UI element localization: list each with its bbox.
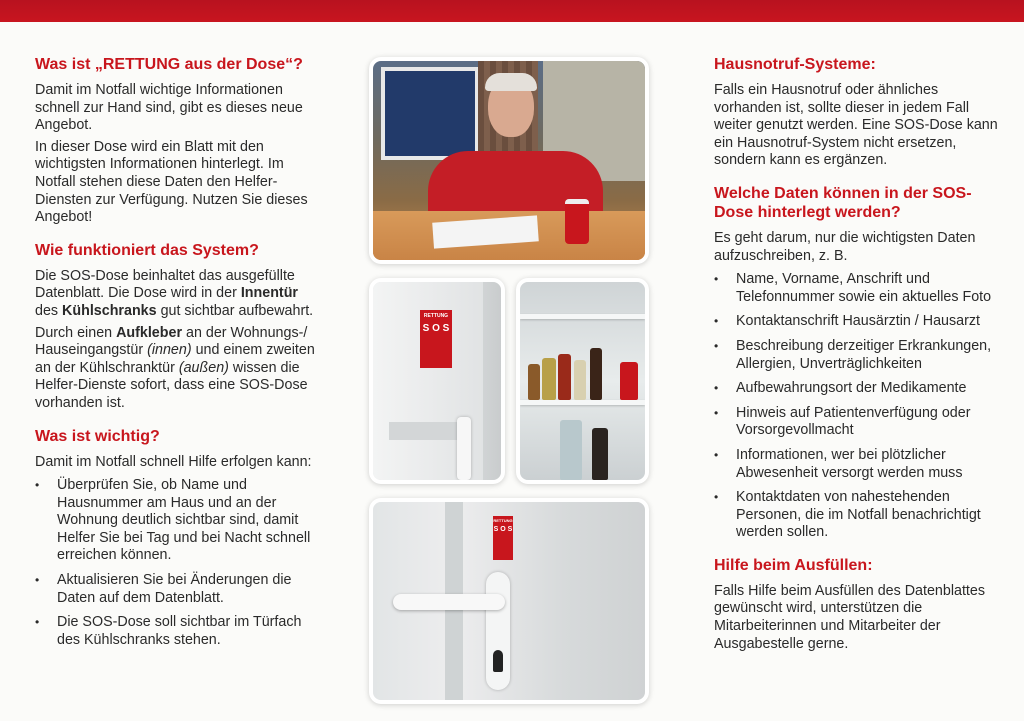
- heading-emergency-call: Hausnotruf-Systeme:: [714, 56, 876, 73]
- sticker-label: RETTUNG: [423, 313, 449, 319]
- emphasis: Kühlschranks: [62, 302, 157, 319]
- list-item: • Hinweis auf Patientenverfügung oder Vorsorgevollmacht: [714, 405, 999, 440]
- water-bottle: [560, 420, 582, 480]
- list-item: • Die SOS-Dose soll sichtbar im Türfach des Kühlschranks stehen.: [35, 614, 325, 649]
- text: wissen die Helfer-Dienste sofort, dass eine SOS-Dose vorhanden ist.: [35, 359, 308, 411]
- list-item: • Aktualisieren Sie bei Änderungen die Daten auf dem Datenblatt.: [35, 572, 325, 607]
- paragraph: Es geht darum, nur die wichtigsten Daten aufzuschreiben, z. B.: [714, 229, 976, 264]
- heading-which-data: Welche Daten können in der SOS-Dose hinterlegt werden?: [714, 184, 972, 221]
- door-handle: [393, 594, 505, 610]
- sos-can: [565, 199, 589, 244]
- sticker-sos: S O S: [493, 526, 513, 533]
- section-which-data: [714, 184, 999, 542]
- important-list: [35, 477, 325, 649]
- list-item: • Kontaktdaten von nahestehenden Personen, die im Notfall benachrichtigt werden sollen.: [714, 489, 999, 542]
- sticker-label: RETTUNG: [493, 518, 513, 523]
- top-red-bar: [0, 0, 1024, 22]
- text: des: [35, 302, 63, 319]
- heading-what-is: Was ist „RETTUNG aus der Dose“?: [35, 56, 303, 73]
- bottle: [528, 364, 540, 400]
- list-item: • Aufbewahrungsort der Medikamente: [714, 380, 999, 398]
- photo-fridge-door: [373, 282, 501, 480]
- list-item: • Kontaktanschrift Hausärztin / Hausarzt: [714, 313, 999, 331]
- list-item: • Beschreibung derzeitiger Erkrankungen, Allergien, Unverträglichkeiten: [714, 338, 999, 373]
- sos-sticker: [420, 310, 452, 368]
- text: Die SOS-Dose beinhaltet das ausgefüllte Datenblatt. Die Dose wird in der: [35, 267, 295, 302]
- sos-can: [620, 362, 638, 400]
- paragraph: In dieser Dose wird ein Blatt mit den wichtigsten Informationen hinterlegt. Im Notfall stehen diese Daten den Helfer-Diensten zur Verfügung. Nutzen Sie dieses Angebot!: [35, 138, 308, 226]
- keyhole: [493, 650, 503, 672]
- sos-sticker: [493, 516, 513, 560]
- door-handle-plate: [486, 572, 510, 690]
- bottle: [590, 348, 602, 400]
- section-emergency-call: [714, 55, 999, 170]
- paragraph: Falls ein Hausnotruf oder ähnliches vorhanden ist, sollte dieser in jedem Fall weiter genutzt werden. Eine SOS-Dose kann ein Hausnotruf-System nicht ersetzen, sondern kann es ergänzen.: [714, 82, 998, 169]
- bottle: [542, 358, 556, 400]
- photo-fridge-inside: [520, 282, 645, 480]
- emphasis: Aufkleber: [116, 324, 183, 341]
- heading-how-it-works: Wie funktioniert das System?: [35, 241, 259, 259]
- section-how-it-works: [35, 241, 325, 413]
- section-what-is: [35, 55, 325, 227]
- fridge-edge: [389, 422, 459, 440]
- list-item: • Überprüfen Sie, ob Name und Hausnummer am Haus und an der Wohnung deutlich sichtbar sind, damit Helfer Sie bei Tag und bei Nacht schnell erreichen können.: [35, 477, 325, 565]
- paragraph: [35, 325, 325, 413]
- text: Durch einen: [35, 324, 117, 341]
- window: [381, 67, 479, 160]
- heading-help: Hilfe beim Ausfüllen:: [714, 556, 873, 574]
- wine-bottle: [592, 428, 608, 480]
- paragraph: Damit im Notfall wichtige Informationen schnell zur Hand sind, gibt es dieses neue Angebot.: [35, 82, 303, 134]
- emphasis: Innentür: [240, 285, 298, 302]
- fridge-shelf: [520, 314, 645, 319]
- section-important: [35, 427, 325, 650]
- heading-important: Was ist wichtig?: [35, 427, 160, 445]
- man-hair: [485, 73, 537, 91]
- list-item: • Name, Vorname, Anschrift und Telefonnummer sowie ein aktuelles Foto: [714, 271, 999, 306]
- paragraph: Damit im Notfall schnell Hilfe erfolgen kann:: [35, 453, 312, 470]
- bottle: [574, 360, 586, 400]
- italic: (außen): [178, 359, 229, 376]
- photo-entrance-door: [373, 502, 645, 700]
- sticker-sos: S O S: [422, 323, 450, 334]
- photo-man-reading: [373, 61, 645, 260]
- bottle: [558, 354, 571, 400]
- list-item: • Informationen, wer bei plötzlicher Abwesenheit versorgt werden muss: [714, 447, 999, 482]
- paragraph: Falls Hilfe beim Ausfüllen des Datenblattes gewünscht wird, unterstützen die Mitarbeiterinnen und Mitarbeiter der Ausgabestelle gerne.: [714, 582, 985, 652]
- paragraph: [35, 268, 325, 321]
- data-list: [714, 271, 999, 542]
- italic: (innen): [147, 342, 192, 359]
- text: an der Wohnungs-/ Hauseingangstür: [35, 324, 308, 359]
- text: gut sichtbar aufbewahrt.: [156, 302, 314, 319]
- fridge-shelf: [520, 400, 645, 405]
- fridge-handle: [457, 417, 471, 480]
- right-column: [714, 55, 999, 667]
- section-help: [714, 556, 999, 653]
- text: und einem zweiten an der Kühlschranktür: [35, 342, 315, 376]
- left-column: [35, 55, 325, 663]
